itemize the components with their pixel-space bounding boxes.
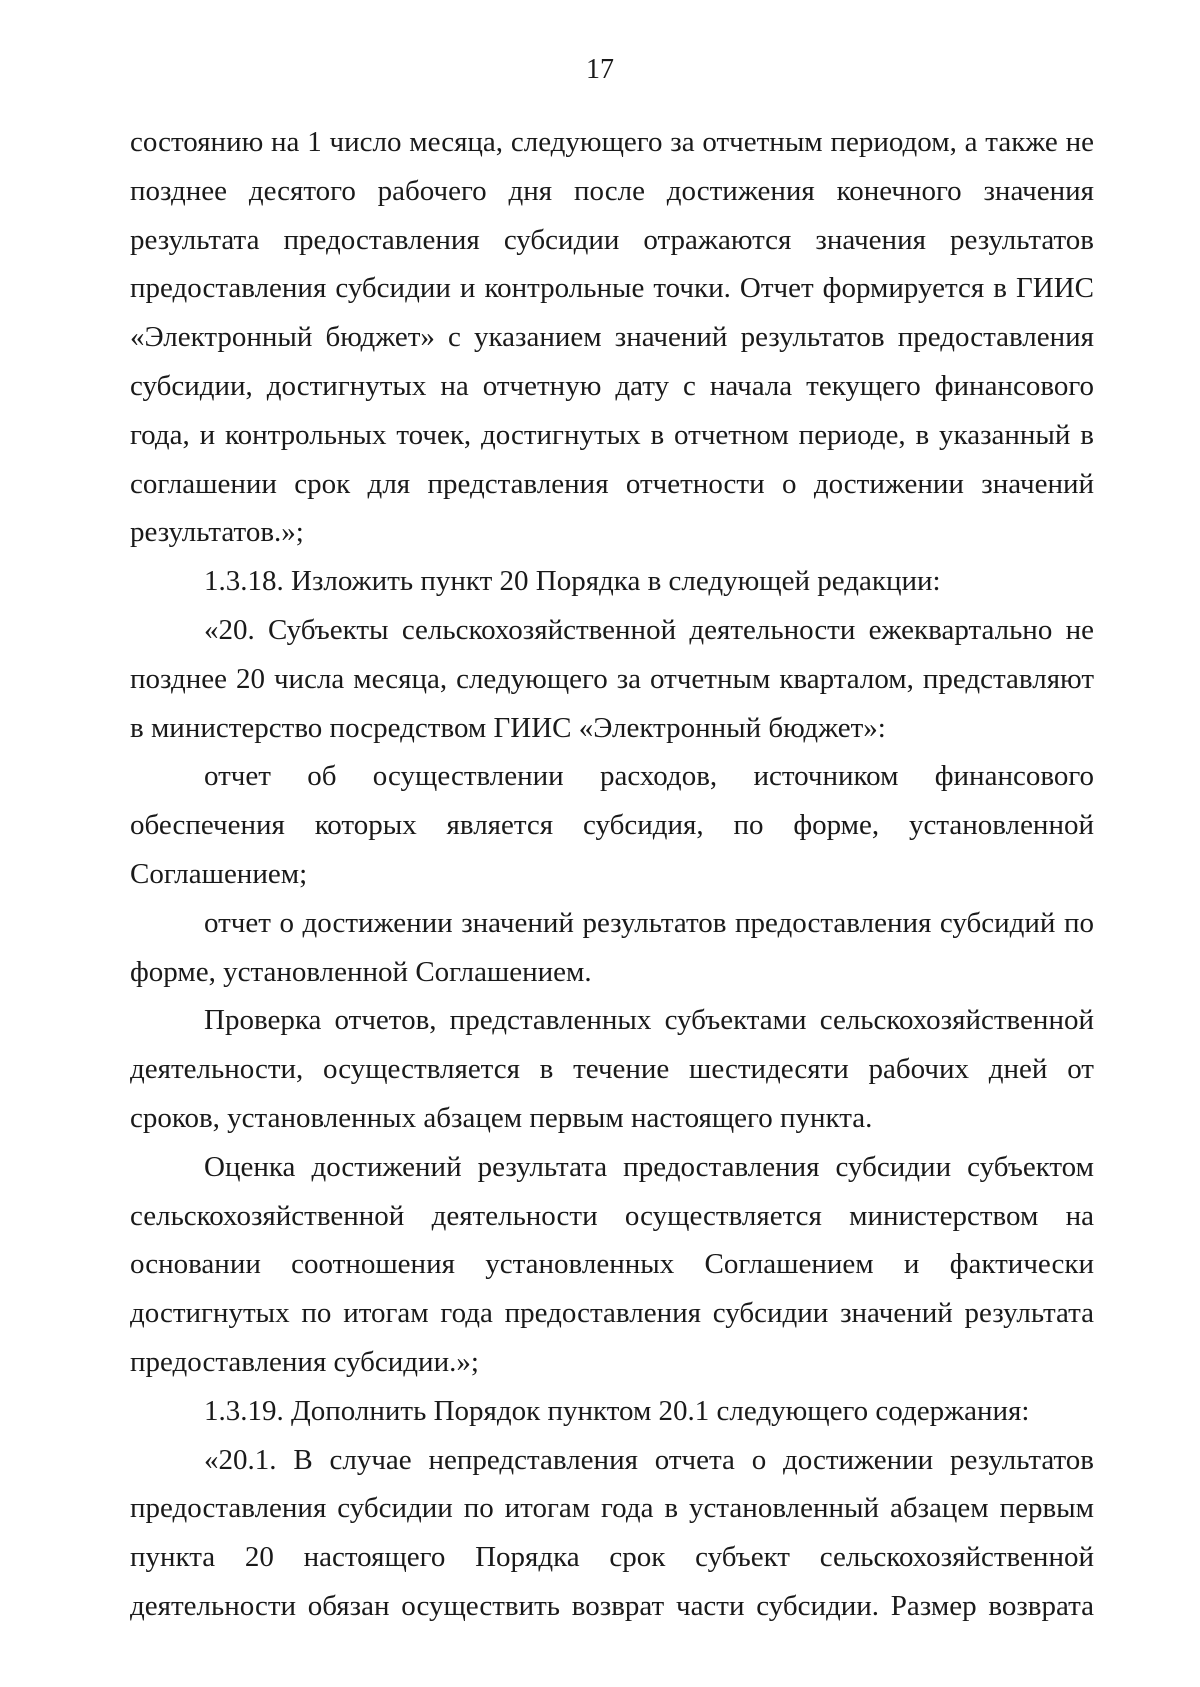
paragraph-clause-1-3-18: 1.3.18. Изложить пункт 20 Порядка в следующей редакции: bbox=[204, 565, 941, 598]
page-number: 17 bbox=[586, 54, 614, 85]
paragraph-report-check: Проверка отчетов, представленных субъектами сельскохозяйственной деятельности, осуществляется в течение шестидесяти рабочих дней от сроков, установленных абзацем первым настоящего пункта. bbox=[130, 1004, 1094, 1134]
paragraph-item-20: «20. Субъекты сельскохозяйственной деятельности ежеквартально не позднее 20 числа месяца, следующего за отчетным кварталом, представляют в министерство посредством ГИИС «Электронный бюджет»: bbox=[130, 613, 1094, 744]
document-body bbox=[130, 118, 1094, 1631]
paragraph-results-assessment: Оценка достижений результата предоставления субсидии субъектом сельскохозяйственной деятельности осуществляется министерством на основании соотношения установленных Соглашением и фактически достигнутых по итогам года предоставления субсидии значений результата предоставления субсидии.»; bbox=[130, 1150, 1094, 1378]
paragraph-item-20-1: «20.1. В случае непредставления отчета о достижении результатов предоставления субсидии по итогам года в установленный абзацем первым пункта 20 настоящего Порядка срок субъект сельскохозяйственной деятельности обязан осуществить возврат части субсидии. Размер возврата bbox=[130, 1443, 1094, 1622]
paragraph-continuation: состоянию на 1 число месяца, следующего за отчетным периодом, а также не позднее десятого рабочего дня после достижения конечного значения результата предоставления субсидии отражаются значения результатов предоставления субсидии и контрольные точки. Отчет формируется в ГИИС «Электронный бюджет» с указанием значений результатов предоставления субсидии, достигнутых на отчетную дату с начала текущего финансового года, и контрольных точек, достигнутых в отчетном периоде, в указанный в соглашении срок для представления отчетности о достижении значений результатов.»; bbox=[130, 126, 1094, 549]
paragraph-clause-1-3-19: 1.3.19. Дополнить Порядок пунктом 20.1 следующего содержания: bbox=[204, 1394, 1030, 1427]
paragraph-expense-report: отчет об осуществлении расходов, источником финансового обеспечения которых является субсидия, по форме, установленной Соглашением; bbox=[130, 760, 1094, 890]
paragraph-results-report: отчет о достижении значений результатов предоставления субсидий по форме, установленной Соглашением. bbox=[130, 906, 1094, 988]
